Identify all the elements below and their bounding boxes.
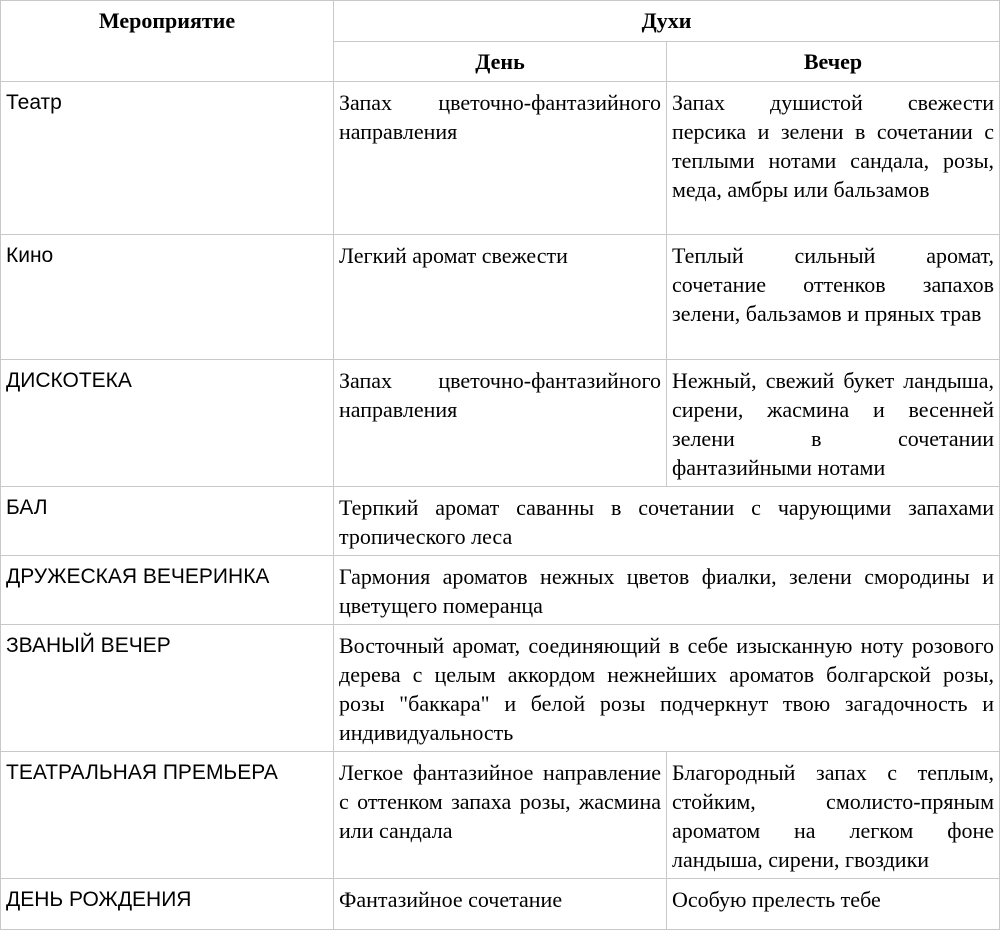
event-cell: ТЕАТРАЛЬНАЯ ПРЕМЬЕРА (1, 752, 334, 879)
table-row (1, 360, 1000, 487)
event-column-header: Мероприятие (1, 1, 334, 82)
table-row (1, 487, 1000, 556)
perfume-cell: Терпкий аромат саванны в сочетании с чарующими запахами тропического леса (334, 487, 1000, 556)
evening-perfume-cell: Нежный, свежий букет ландыша, сирени, жасмина и весенней зелени в сочетании фантазийными нотами (667, 360, 1000, 487)
evening-column-header: Вечер (667, 42, 1000, 82)
event-cell: Кино (1, 235, 334, 360)
day-perfume-cell: Запах цветочно-фантазийного направления (334, 360, 667, 487)
table-row (1, 625, 1000, 752)
evening-perfume-cell: Благородный запах с теплым, стойким, смолисто-пряным ароматом на легком фоне ландыша, сирени, гвоздики (667, 752, 1000, 879)
event-cell: ДИСКОТЕКА (1, 360, 334, 487)
perfume-cell: Гармония ароматов нежных цветов фиалки, зелени смородины и цветущего померанца (334, 556, 1000, 625)
perfume-column-header: Духи (334, 1, 1000, 42)
table-row (1, 556, 1000, 625)
table-row (1, 752, 1000, 879)
evening-perfume-cell: Запах душистой свежести персика и зелени в сочетании с теплыми нотами сандала, розы, меда, амбры или бальзамов (667, 82, 1000, 235)
perfume-cell: Восточный аромат, соединяющий в себе изысканную ноту розового дерева с целым аккордом нежнейших ароматов болгарской розы, розы "баккара" и белой розы подчеркнут твою загадочность и индивидуальность (334, 625, 1000, 752)
event-cell: ДРУЖЕСКАЯ ВЕЧЕРИНКА (1, 556, 334, 625)
event-cell: БАЛ (1, 487, 334, 556)
table-row (1, 235, 1000, 360)
table-row (1, 879, 1000, 930)
evening-perfume-cell: Особую прелесть тебе (667, 879, 1000, 930)
evening-perfume-cell: Теплый сильный аромат, сочетание оттенков запахов зелени, бальзамов и пряных трав (667, 235, 1000, 360)
header-row (1, 1, 1000, 42)
table-row (1, 82, 1000, 235)
event-cell: ДЕНЬ РОЖДЕНИЯ (1, 879, 334, 930)
day-perfume-cell: Фантазийное сочетание (334, 879, 667, 930)
day-perfume-cell: Легкое фантазийное направление с оттенком запаха розы, жасмина или сандала (334, 752, 667, 879)
day-perfume-cell: Запах цветочно-фантазийного направления (334, 82, 667, 235)
event-cell: Театр (1, 82, 334, 235)
day-perfume-cell: Легкий аромат свежести (334, 235, 667, 360)
day-column-header: День (334, 42, 667, 82)
event-cell: ЗВАНЫЙ ВЕЧЕР (1, 625, 334, 752)
